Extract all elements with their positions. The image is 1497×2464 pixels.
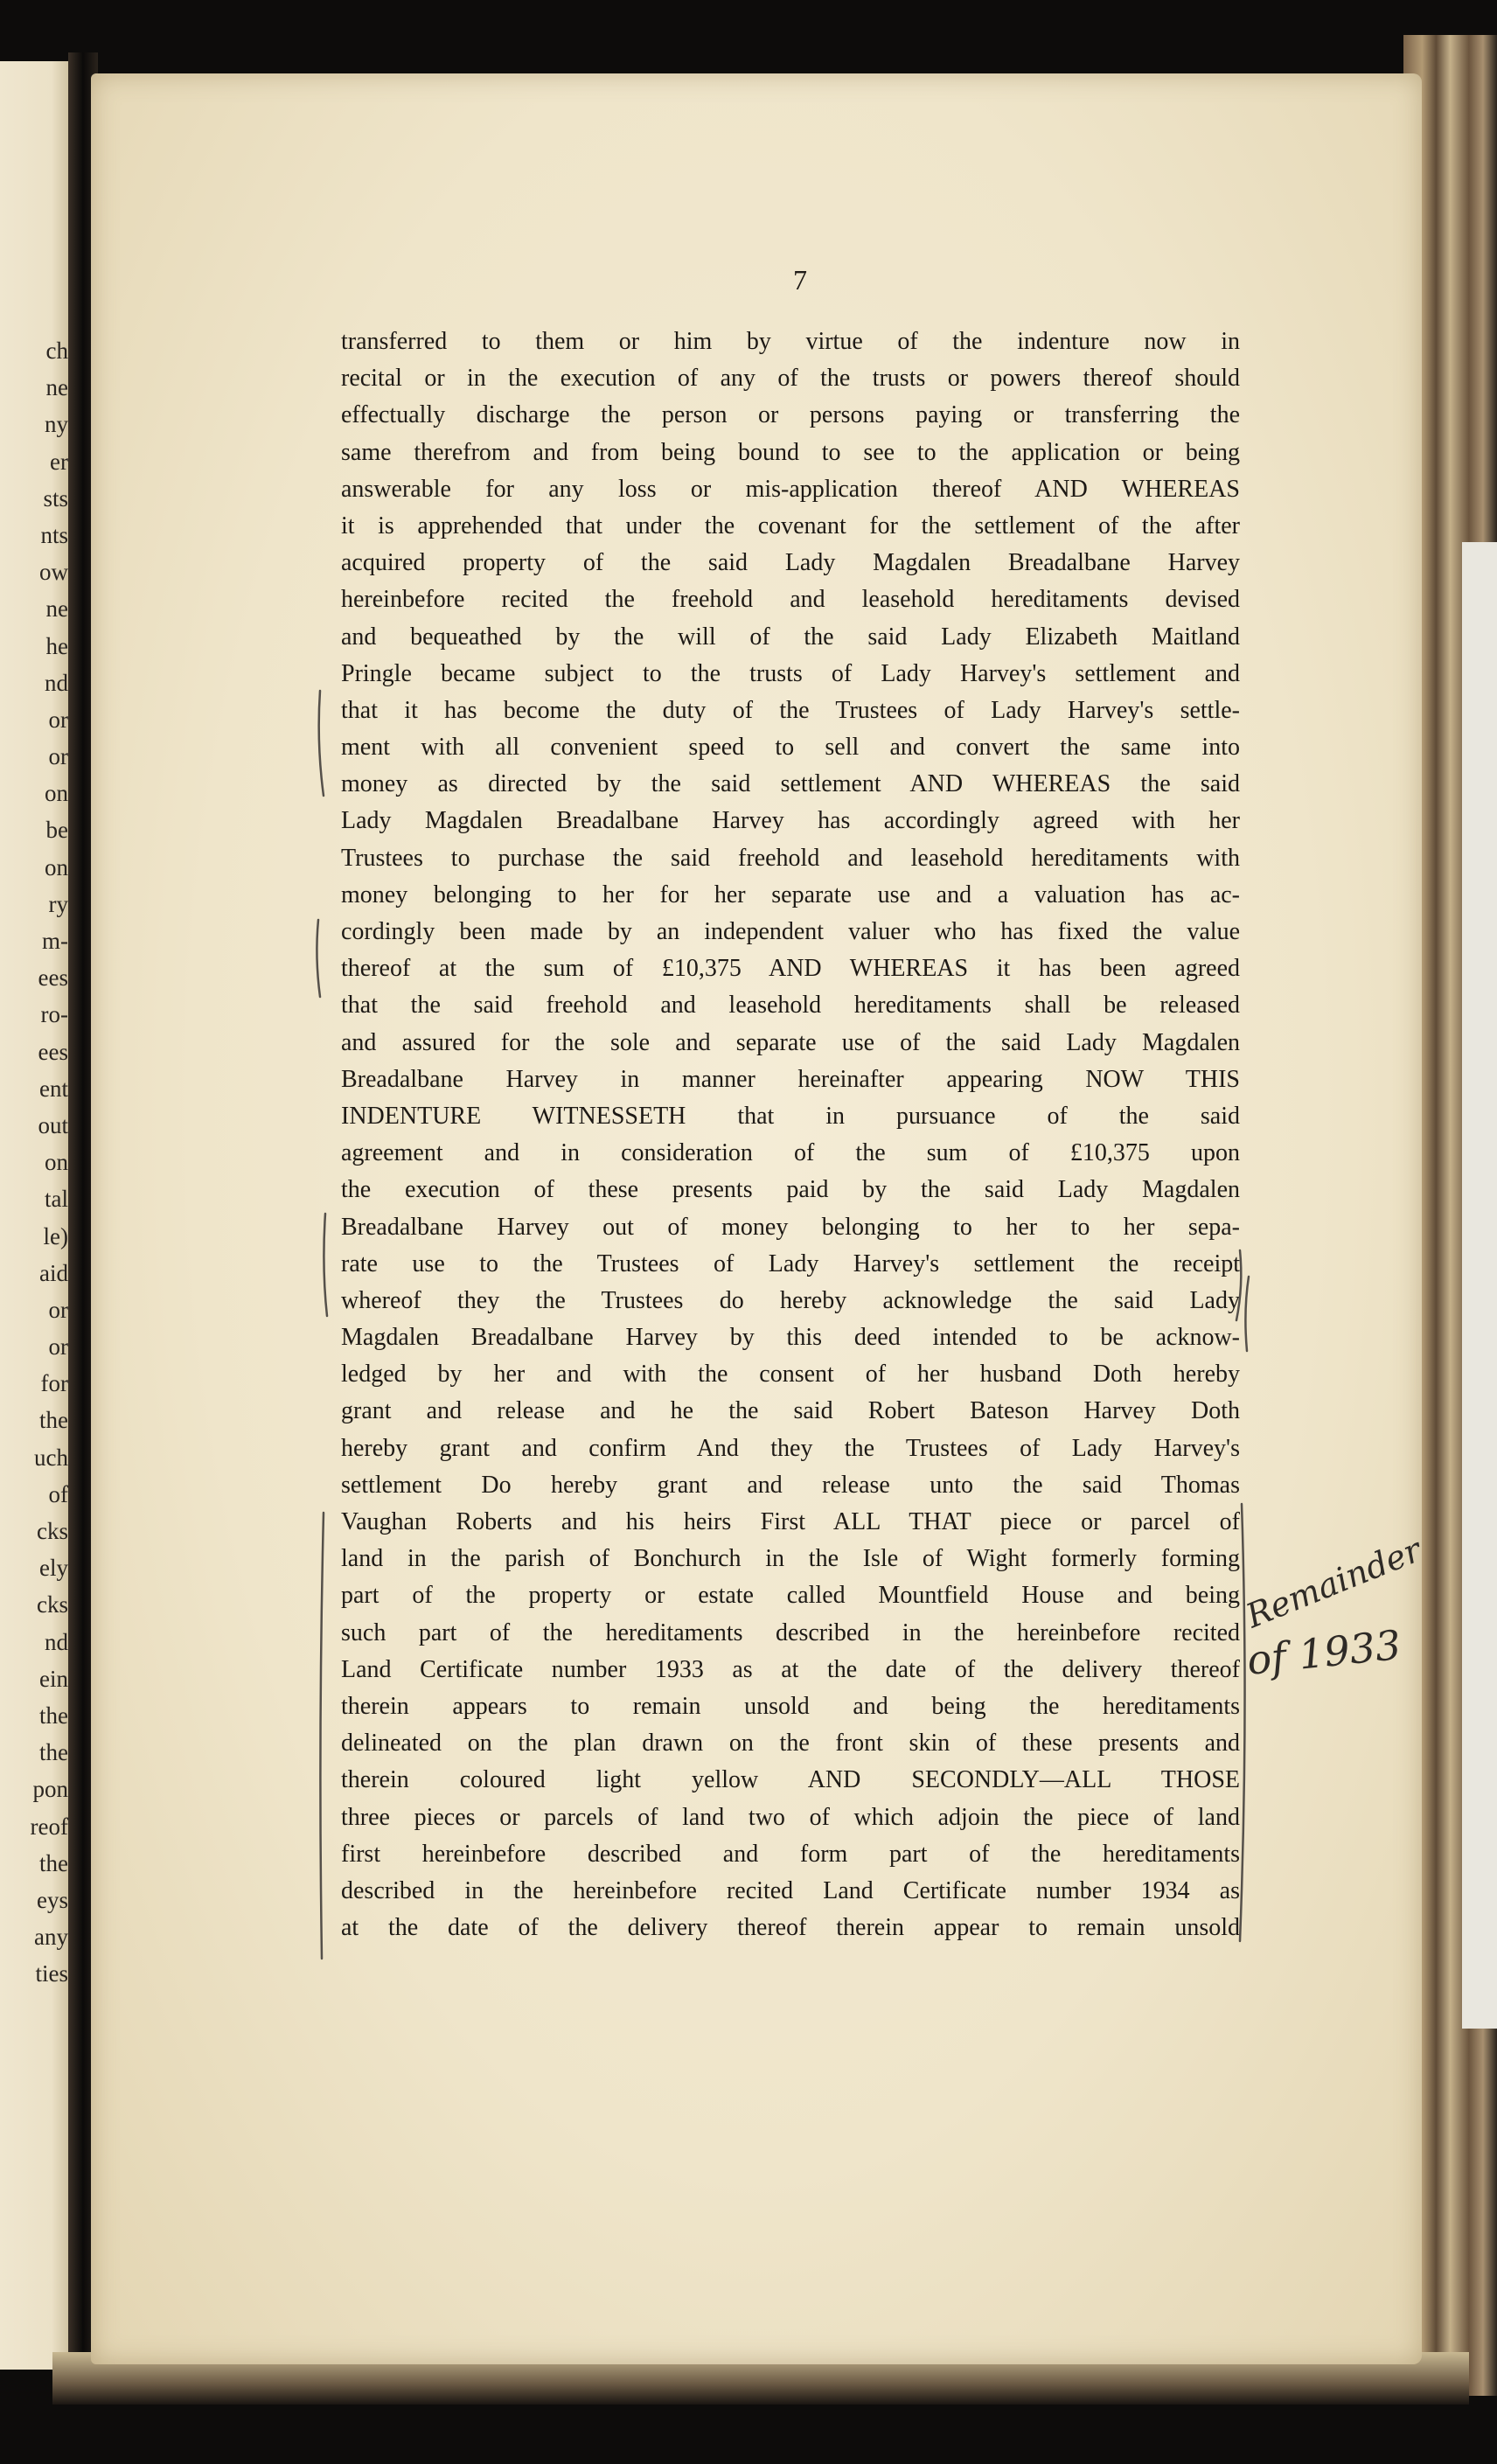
facing-page-fragment: ne — [45, 374, 68, 401]
text-line: whereof they the Trustees do hereby acknowledge the said Lady — [341, 1286, 1240, 1314]
facing-page-fragment: ees — [38, 1038, 68, 1065]
facing-page-fragment: on — [45, 853, 68, 880]
facing-page-fragment: uch — [34, 1444, 68, 1471]
facing-page-fragment: be — [45, 817, 68, 844]
margin-bracket — [324, 1214, 327, 1316]
facing-page-fragment: le) — [43, 1222, 68, 1249]
text-line: Magdalen Breadalbane Harvey by this deed intended to be acknow- — [341, 1324, 1240, 1352]
facing-page-fragment: cks — [37, 1591, 68, 1618]
text-line: three pieces or parcels of land two of which adjoin the piece of land — [341, 1803, 1240, 1831]
text-line: and assured for the sole and separate use of the said Lady Magdalen — [341, 1028, 1240, 1056]
facing-page-fragment: ein — [39, 1665, 68, 1692]
text-line: agreement and in consideration of the sum of £10,375 upon — [341, 1139, 1240, 1167]
facing-page-fragment: on — [45, 1149, 68, 1176]
margin-bracket — [317, 920, 320, 997]
text-line: Breadalbane Harvey out of money belonging to her to her sepa- — [341, 1213, 1240, 1241]
facing-page-fragment: ry — [48, 890, 68, 917]
text-line: recital or in the execution of any of the trusts or powers thereof should — [341, 365, 1240, 393]
text-line: hereinbefore recited the freehold and leasehold hereditaments devised — [341, 586, 1240, 614]
text-line: land in the parish of Bonchurch in the Isle of Wight formerly forming — [341, 1545, 1240, 1573]
text-line: same therefrom and from being bound to see to the application or being — [341, 438, 1240, 466]
facing-page-fragment: ne — [45, 595, 68, 623]
text-line: delineated on the plan drawn on the front skin of these presents and — [341, 1730, 1240, 1758]
text-line: money as directed by the said settlement AND WHEREAS the said — [341, 770, 1240, 798]
facing-page-fragment: he — [45, 632, 68, 659]
facing-page-fragment: er — [50, 448, 68, 475]
facing-page-fragment: or — [48, 706, 68, 733]
facing-page-fragment: nd — [45, 669, 68, 696]
facing-page-fragment: for — [40, 1370, 68, 1397]
text-line: Vaughan Roberts and his heirs First ALL THAT piece or parcel of — [341, 1508, 1240, 1535]
text-line: part of the property or estate called Mountfield House and being — [341, 1582, 1240, 1610]
facing-page-fragment: ch — [45, 338, 68, 364]
text-line: effectually discharge the person or persons paying or transferring the — [341, 401, 1240, 429]
text-line: Breadalbane Harvey in manner hereinafter appearing NOW THIS — [341, 1065, 1240, 1093]
text-line: it is apprehended that under the covenant for the settlement of the after — [341, 512, 1240, 539]
facing-page-fragment: aid — [39, 1259, 68, 1286]
text-line: rate use to the Trustees of Lady Harvey's settlement the receipt — [341, 1249, 1240, 1277]
facing-page-fragment: or — [48, 1333, 68, 1361]
facing-page-fragment: of — [48, 1480, 68, 1507]
text-line: thereof at the sum of £10,375 AND WHEREAS it has been agreed — [341, 955, 1240, 983]
facing-page-fragment: the — [39, 1739, 68, 1766]
text-line: Pringle became subject to the trusts of Lady Harvey's settlement and — [341, 659, 1240, 687]
margin-bracket — [320, 1513, 324, 1959]
text-line: such part of the hereditaments described in the hereinbefore recited — [341, 1618, 1240, 1646]
text-line: INDENTURE WITNESSETH that in pursuance of the said — [341, 1102, 1240, 1130]
text-line: described in the hereinbefore recited Land Certificate number 1934 as — [341, 1876, 1240, 1904]
facing-page-fragment: ees — [38, 964, 68, 992]
facing-page-fragment: nts — [40, 521, 68, 548]
text-line: cordingly been made by an independent valuer who has fixed the value — [341, 918, 1240, 945]
page-number: 7 — [793, 264, 807, 296]
facing-page-fragment: any — [34, 1924, 68, 1951]
facing-page-fragment: ow — [39, 559, 68, 586]
facing-page-fragment: sts — [43, 484, 68, 512]
text-line: at the date of the delivery thereof therein appear to remain unsold — [341, 1914, 1240, 1942]
facing-page-fragment: ties — [35, 1960, 68, 1987]
facing-page-fragment: reof — [30, 1813, 68, 1840]
facing-page-fragment: or — [48, 743, 68, 770]
text-line: that it has become the duty of the Trustees of Lady Harvey's settle- — [341, 696, 1240, 724]
text-line: settlement Do hereby grant and release unto the said Thomas — [341, 1471, 1240, 1499]
facing-page-fragment: m- — [42, 928, 68, 954]
facing-page-fragment: ny — [45, 411, 68, 438]
svg-text:of 1933: of 1933 — [1244, 1620, 1403, 1684]
text-line: first hereinbefore described and form part of the hereditaments — [341, 1840, 1240, 1868]
facing-page-fragment: ent — [39, 1075, 68, 1102]
facing-page-fragment: or — [48, 1296, 68, 1323]
text-line: grant and release and he the said Robert Bateson Harvey Doth — [341, 1397, 1240, 1425]
text-line: hereby grant and confirm And they the Trustees of Lady Harvey's — [341, 1434, 1240, 1462]
facing-page-fragment: eys — [37, 1886, 68, 1913]
facing-page-fragment: nd — [45, 1628, 68, 1655]
text-line: ment with all convenient speed to sell and convert the same into — [341, 734, 1240, 762]
text-line: the execution of these presents paid by the said Lady Magdalen — [341, 1176, 1240, 1204]
text-line: and bequeathed by the will of the said Lady Elizabeth Maitland — [341, 623, 1240, 651]
text-line: answerable for any loss or mis-application thereof AND WHEREAS — [341, 475, 1240, 503]
facing-page-fragment: ely — [39, 1555, 68, 1582]
facing-page-fragment: the — [39, 1407, 68, 1434]
facing-page-fragment: ro- — [40, 1001, 68, 1028]
text-line: Trustees to purchase the said freehold and leasehold hereditaments with — [341, 844, 1240, 872]
margin-bracket — [319, 691, 324, 796]
facing-page-fragment: on — [45, 780, 68, 807]
text-line: acquired property of the said Lady Magdalen Breadalbane Harvey — [341, 549, 1240, 577]
svg-text:Remainder: Remainder — [1240, 1530, 1427, 1636]
text-line: therein coloured light yellow AND SECONDLY—ALL THOSE — [341, 1766, 1240, 1794]
text-line: ledged by her and with the consent of her husband Doth hereby — [341, 1361, 1240, 1389]
text-line: therein appears to remain unsold and being the hereditaments — [341, 1692, 1240, 1720]
text-line: money belonging to her for her separate use and a valuation has ac- — [341, 880, 1240, 908]
facing-page-fragment: cks — [37, 1518, 68, 1544]
facing-page-fragment: tal — [45, 1186, 68, 1213]
facing-page-fragment: the — [39, 1702, 68, 1729]
margin-bracket — [1245, 1277, 1249, 1351]
margin-bracket — [1236, 1250, 1241, 1320]
text-line: transferred to them or him by virtue of the indenture now in — [341, 328, 1240, 355]
text-line: that the said freehold and leasehold hereditaments shall be released — [341, 992, 1240, 1020]
facing-page-fragment: the — [39, 1849, 68, 1876]
text-line: Lady Magdalen Breadalbane Harvey has accordingly agreed with her — [341, 807, 1240, 835]
facing-page-fragment: out — [38, 1111, 68, 1138]
margin-bracket — [1240, 1504, 1245, 1941]
handwritten-note — [1240, 1529, 1429, 1684]
facing-page-fragment: pon — [32, 1776, 68, 1803]
text-line: Land Certificate number 1933 as at the date of the delivery thereof — [341, 1655, 1240, 1683]
